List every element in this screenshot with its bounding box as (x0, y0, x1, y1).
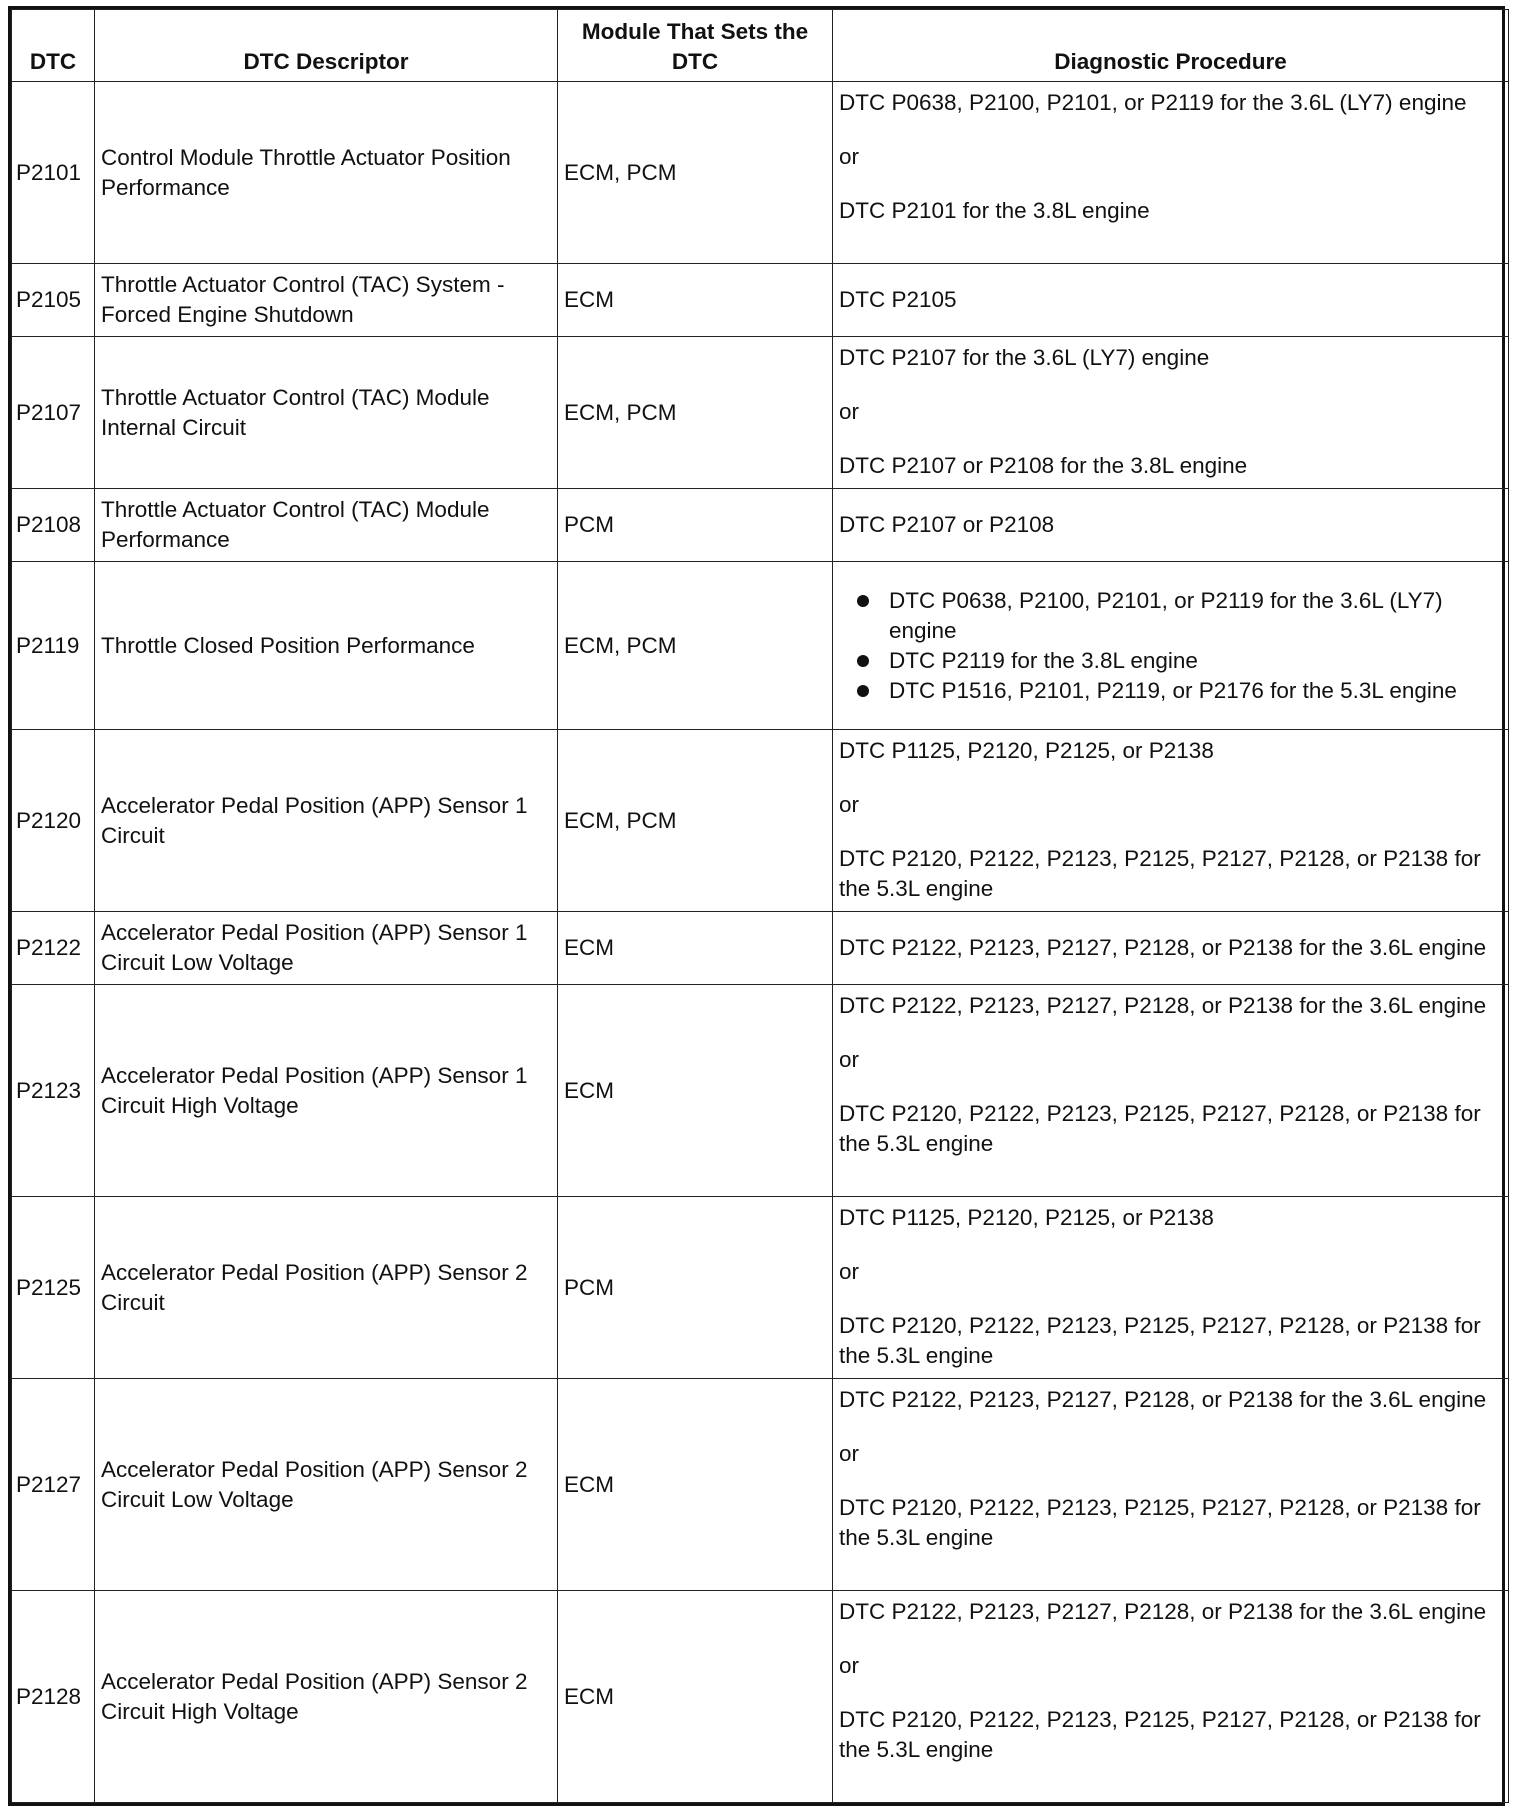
cell-dtc-descriptor: Accelerator Pedal Position (APP) Sensor 2 Circuit (95, 1197, 558, 1379)
cell-diagnostic-procedure (833, 1379, 1509, 1591)
dtc-table-sheet (8, 6, 1505, 1806)
procedure-line: DTC P2120, P2122, P2123, P2125, P2127, P2128, or P2138 for the 5.3L engine (839, 1101, 1481, 1156)
cell-diagnostic-procedure (833, 82, 1509, 264)
procedure-spacer (839, 427, 1502, 451)
cell-module: PCM (558, 489, 833, 562)
table-row (12, 264, 1509, 337)
cell-diagnostic-procedure (833, 337, 1509, 489)
procedure-bullet-text: DTC P1516, P2101, P2119, or P2176 for the 5.3L engine (889, 677, 1457, 703)
cell-module: ECM, PCM (558, 337, 833, 489)
cell-module: ECM (558, 912, 833, 985)
cell-diagnostic-procedure (833, 912, 1509, 985)
procedure-line: DTC P2120, P2122, P2123, P2125, P2127, P2128, or P2138 for the 5.3L engine (839, 1313, 1481, 1368)
procedure-spacer (839, 820, 1502, 844)
procedure-bullet-list (839, 586, 1502, 706)
cell-dtc-descriptor: Accelerator Pedal Position (APP) Sensor 2 Circuit Low Voltage (95, 1379, 558, 1591)
cell-dtc-descriptor: Throttle Closed Position Performance (95, 562, 558, 730)
procedure-or-separator: or (839, 1047, 860, 1072)
header-module: Module That Sets the DTC (558, 10, 833, 82)
procedure-spacer (839, 1287, 1502, 1311)
procedure-bullet-item (839, 586, 1502, 646)
procedure-line: DTC P2107 for the 3.6L (LY7) engine (839, 345, 1210, 370)
cell-module: ECM (558, 1379, 833, 1591)
cell-dtc-descriptor: Throttle Actuator Control (TAC) System - Forced Engine Shutdown (95, 264, 558, 337)
procedure-line: DTC P2122, P2123, P2127, P2128, or P2138 for the 3.6L engine (839, 993, 1487, 1018)
cell-dtc-code: P2101 (12, 82, 95, 264)
cell-diagnostic-procedure (833, 264, 1509, 337)
procedure-spacer (839, 1233, 1502, 1257)
cell-module: ECM (558, 985, 833, 1197)
table-row (12, 1379, 1509, 1591)
bullet-dot-icon (857, 685, 869, 697)
procedure-line: DTC P2120, P2122, P2123, P2125, P2127, P2128, or P2138 for the 5.3L engine (839, 1707, 1481, 1762)
procedure-spacer (839, 1021, 1502, 1045)
header-descriptor: DTC Descriptor (95, 10, 558, 82)
table-body (12, 82, 1509, 1803)
procedure-spacer (839, 1469, 1502, 1493)
bullet-dot-icon (857, 655, 869, 667)
cell-dtc-code: P2119 (12, 562, 95, 730)
cell-dtc-descriptor: Throttle Actuator Control (TAC) Module Performance (95, 489, 558, 562)
procedure-spacer (839, 1681, 1502, 1705)
procedure-spacer (839, 118, 1502, 142)
procedure-line: DTC P2120, P2122, P2123, P2125, P2127, P2128, or P2138 for the 5.3L engine (839, 846, 1481, 901)
table-row (12, 489, 1509, 562)
table-row (12, 1197, 1509, 1379)
procedure-spacer (839, 1627, 1502, 1651)
cell-dtc-code: P2120 (12, 730, 95, 912)
procedure-line: DTC P2122, P2123, P2127, P2128, or P2138 for the 3.6L engine (839, 1599, 1487, 1624)
table-row (12, 985, 1509, 1197)
cell-diagnostic-procedure (833, 489, 1509, 562)
procedure-spacer (839, 1415, 1502, 1439)
cell-diagnostic-procedure (833, 730, 1509, 912)
cell-dtc-code: P2125 (12, 1197, 95, 1379)
header-row (12, 10, 1509, 82)
cell-diagnostic-procedure (833, 985, 1509, 1197)
procedure-or-separator: or (839, 399, 860, 424)
cell-diagnostic-procedure (833, 1591, 1509, 1803)
cell-module: PCM (558, 1197, 833, 1379)
cell-module: ECM, PCM (558, 562, 833, 730)
cell-dtc-code: P2123 (12, 985, 95, 1197)
cell-dtc-code: P2127 (12, 1379, 95, 1591)
procedure-or-separator: or (839, 1441, 860, 1466)
cell-diagnostic-procedure (833, 1197, 1509, 1379)
procedure-line: DTC P2107 or P2108 (839, 512, 1055, 537)
procedure-or-separator: or (839, 1259, 860, 1284)
procedure-line: DTC P2120, P2122, P2123, P2125, P2127, P2128, or P2138 for the 5.3L engine (839, 1495, 1481, 1550)
cell-dtc-code: P2108 (12, 489, 95, 562)
procedure-line: DTC P1125, P2120, P2125, or P2138 (839, 1205, 1214, 1230)
procedure-spacer (839, 373, 1502, 397)
procedure-bullet-item (839, 676, 1502, 706)
table-row (12, 337, 1509, 489)
procedure-line: DTC P2107 or P2108 for the 3.8L engine (839, 453, 1248, 478)
cell-dtc-code: P2107 (12, 337, 95, 489)
table-row (12, 1591, 1509, 1803)
procedure-spacer (839, 172, 1502, 196)
cell-dtc-descriptor: Throttle Actuator Control (TAC) Module Internal Circuit (95, 337, 558, 489)
table-row (12, 562, 1509, 730)
dtc-table (11, 9, 1509, 1803)
cell-dtc-descriptor: Accelerator Pedal Position (APP) Sensor 1 Circuit High Voltage (95, 985, 558, 1197)
cell-module: ECM (558, 1591, 833, 1803)
procedure-spacer (839, 766, 1502, 790)
cell-module: ECM, PCM (558, 730, 833, 912)
cell-dtc-code: P2105 (12, 264, 95, 337)
cell-dtc-code: P2128 (12, 1591, 95, 1803)
procedure-or-separator: or (839, 144, 860, 169)
procedure-line: DTC P2122, P2123, P2127, P2128, or P2138 for the 3.6L engine (839, 1387, 1487, 1412)
cell-dtc-code: P2122 (12, 912, 95, 985)
procedure-line: DTC P2122, P2123, P2127, P2128, or P2138 for the 3.6L engine (839, 935, 1487, 960)
cell-diagnostic-procedure (833, 562, 1509, 730)
procedure-bullet-text: DTC P0638, P2100, P2101, or P2119 for the 3.6L (LY7) engine (889, 587, 1443, 643)
procedure-line: DTC P2105 (839, 287, 957, 312)
procedure-spacer (839, 1075, 1502, 1099)
cell-dtc-descriptor: Control Module Throttle Actuator Position Performance (95, 82, 558, 264)
cell-module: ECM (558, 264, 833, 337)
table-row (12, 730, 1509, 912)
cell-dtc-descriptor: Accelerator Pedal Position (APP) Sensor 2 Circuit High Voltage (95, 1591, 558, 1803)
procedure-or-separator: or (839, 792, 860, 817)
header-dtc: DTC (12, 10, 95, 82)
header-procedure: Diagnostic Procedure (833, 10, 1509, 82)
procedure-bullet-text: DTC P2119 for the 3.8L engine (889, 647, 1198, 673)
cell-module: ECM, PCM (558, 82, 833, 264)
cell-dtc-descriptor: Accelerator Pedal Position (APP) Sensor 1 Circuit (95, 730, 558, 912)
cell-dtc-descriptor: Accelerator Pedal Position (APP) Sensor 1 Circuit Low Voltage (95, 912, 558, 985)
table-row (12, 912, 1509, 985)
procedure-line: DTC P2101 for the 3.8L engine (839, 198, 1150, 223)
procedure-bullet-item (839, 646, 1502, 676)
procedure-line: DTC P0638, P2100, P2101, or P2119 for the 3.6L (LY7) engine (839, 90, 1467, 115)
table-row (12, 82, 1509, 264)
procedure-line: DTC P1125, P2120, P2125, or P2138 (839, 738, 1214, 763)
bullet-dot-icon (857, 595, 869, 607)
procedure-or-separator: or (839, 1653, 860, 1678)
